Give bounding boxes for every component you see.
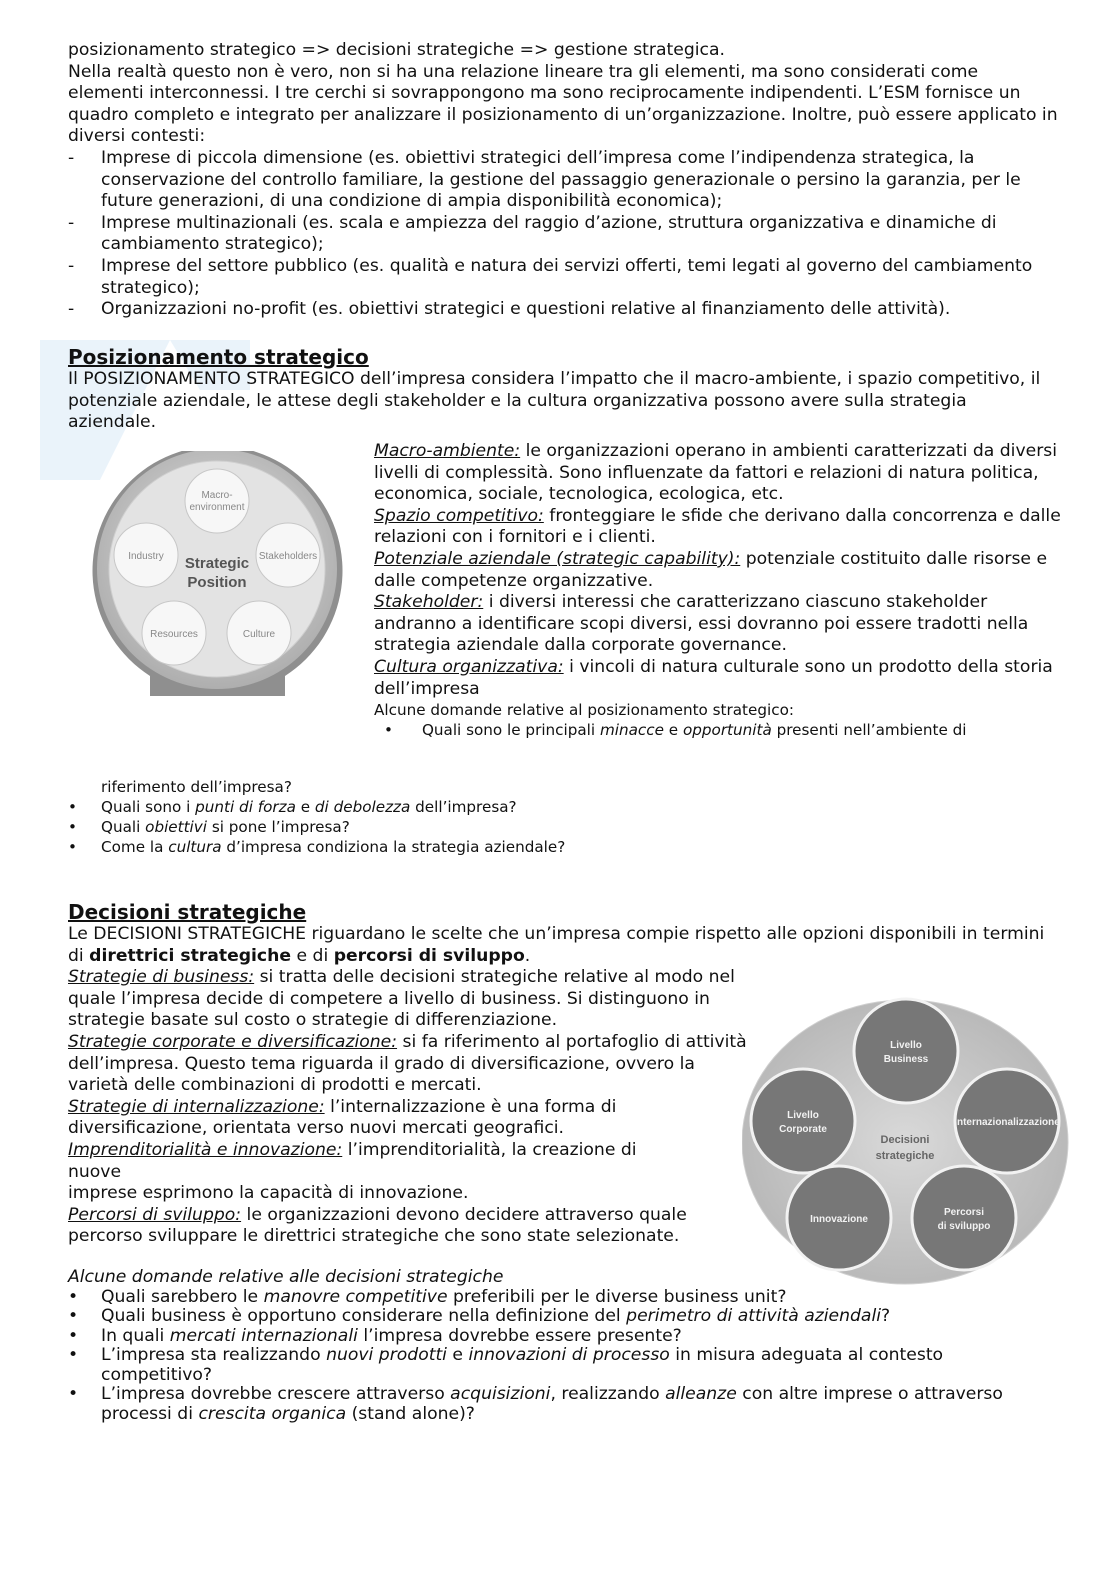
questions-title: Alcune domande relative al posizionamento strategico: [374, 701, 794, 720]
definition: Potenziale aziendale (strategic capability): potenziale costituito dalle risorse e dalle competenze organizzative. [374, 548, 1048, 591]
question-2: • Quali business è opportuno considerare nella definizione del perimetro di attività aziendali? [68, 1307, 1058, 1327]
definition: Imprenditorialità e innovazione: l’imprenditorialità, la creazione di nuove [68, 1139, 637, 1182]
node-percorsi [912, 1166, 1016, 1270]
node-label: Industry [128, 551, 164, 562]
node-livello-corporate [751, 1069, 855, 1173]
question-4: • Come la cultura d’impresa condiziona la strategia aziendale? [68, 837, 1058, 857]
node-label: Percorsi [943, 1207, 985, 1218]
section-title: Posizionamento strategico [68, 345, 369, 369]
intro-paragraph: Nella realtà questo non è vero, non si ha una relazione lineare tra gli elementi, ma sono considerati come elementi interconnessi. I tre cerchi si sovrappongono ma sono reciprocamente indipendenti. L’ESM fornisce un quadro completo e integrato per analizzare il posizionamento di un’organizzazione. Inoltre, può essere applicato in diversi contesti: [68, 61, 1058, 147]
section-intro: Le DECISIONI STRATEGICHE riguardano le scelte che un’impresa compie rispetto alle opzioni disponibili in termini di direttrici strategiche e di percorsi di sviluppo. [68, 924, 1045, 966]
node-label: di sviluppo [937, 1221, 991, 1232]
section-decisioni [68, 900, 1058, 1425]
definition: Stakeholder: i diversi interessi che caratterizzano ciascuno stakeholder andranno a identificare scopi diversi, essi dovranno poi essere tradotti nella strategia aziendale dalla corporate governance. [374, 592, 1029, 656]
strategic-decisions-diagram [742, 996, 1072, 1286]
question-1: • Quali sono le principali minacce e opportunità presenti nell’ambiente di [384, 721, 967, 740]
decision-questions [68, 1268, 1058, 1425]
document-page [68, 40, 1061, 1425]
center-label: Decisioni [880, 1134, 930, 1146]
node-label: Corporate [779, 1124, 827, 1135]
question-5: • L’impresa dovrebbe crescere attraverso acquisizioni, realizzando alleanze con altre imprese o attraverso processi di crescita organica (stand alone)? [68, 1385, 1058, 1424]
node-label: Resources [150, 629, 198, 640]
section-posizionamento [68, 345, 1061, 856]
intro-line: posizionamento strategico => decisioni strategiche => gestione strategica. [68, 40, 725, 60]
definition: Strategie di business: si tratta delle decisioni strategiche relative al modo nel quale l’impresa decide di competere a livello di business. Si distinguono in strategie basate sul costo o strategie di differenziazione. [68, 967, 735, 1031]
question-1: • Quali sarebbero le manovre competitive preferibili per le diverse business unit? [68, 1288, 1058, 1308]
node-label: Innovazione [810, 1214, 868, 1225]
definition: Percorsi di sviluppo: le organizzazioni devono decidere attraverso quale percorso sviluppare le direttrici strategiche che sono state selezionate. [68, 1204, 687, 1247]
node-macro [185, 469, 249, 533]
node-label: environment [189, 502, 245, 513]
center-label: Strategic [184, 555, 250, 572]
definitions-block [374, 441, 1064, 740]
section-title: Decisioni strategiche [68, 900, 307, 924]
node-label: Culture [242, 629, 276, 640]
section-intro: Il POSIZIONAMENTO STRATEGICO dell’impresa considera l’impatto che il macro-ambiente, i spazio competitivo, il potenziale aziendale, le attese degli stakeholder e la cultura organizzativa possono avere sulla strategia aziendale. [68, 369, 1041, 433]
node-label: Stakeholders [258, 551, 318, 562]
definitions-block [68, 967, 748, 1248]
definition: Strategie di internalizzazione: l’internalizzazione è una forma di diversificazione, orientata verso nuovi mercati geografici. [68, 1096, 617, 1139]
node-label: Business [883, 1054, 929, 1065]
node-livello-business [854, 999, 958, 1103]
strategic-position-diagram [90, 451, 345, 696]
list-item: - Imprese di piccola dimensione (es. obiettivi strategici dell’impresa come l’indipendenza strategica, la conservazione del controllo familiare, la gestione del passaggio generazionale o persino la garanzia, per le future generazioni, di una condizione di ampia disponibilità economica); [68, 148, 1058, 213]
question-1-cont: riferimento dell’impresa? [101, 778, 292, 796]
question-3: • Quali obiettivi si pone l’impresa? [68, 817, 1058, 837]
list-item: - Imprese del settore pubblico (es. qualità e natura dei servizi offerti, temi legati al governo del cambiamento strategico); [68, 256, 1058, 299]
node-label: Macro- [201, 490, 233, 501]
node-label: Livello [890, 1040, 922, 1051]
definition: Spazio competitivo: fronteggiare le sfide che derivano dalla concorrenza e dalle relazioni con i fornitori e i clienti. [374, 505, 1061, 548]
center-label: Position [187, 574, 247, 591]
questions-list [68, 777, 1058, 857]
question-3: • In quali mercati internazionali l’impresa dovrebbe essere presente? [68, 1327, 1058, 1347]
definition: Macro-ambiente: le organizzazioni operano in ambienti caratterizzati da diversi livelli di complessità. Sono influenzate da fattori e relazioni di natura politica, economica, sociale, tecnologica, ecologica, etc. [374, 441, 1057, 505]
center-label: strategiche [875, 1150, 935, 1162]
definition: Strategie corporate e diversificazione: si fa riferimento al portafoglio di attività dell’impresa. Questo tema riguarda il grado di diversificazione, ovvero la varietà delle combinazioni di prodotti e mercati. [68, 1031, 747, 1096]
list-item: - Organizzazioni no-profit (es. obiettivi strategici e questioni relative al finanziamento delle attività). [68, 299, 1058, 321]
context-list [68, 148, 1058, 321]
question-4: • L’impresa sta realizzando nuovi prodotti e innovazioni di processo in misura adeguata al contesto competitivo? [68, 1346, 1058, 1385]
node-label: Livello [787, 1110, 819, 1121]
list-item: - Imprese multinazionali (es. scala e ampiezza del raggio d’azione, struttura organizzativa e dinamiche di cambiamento strategico); [68, 213, 1058, 256]
question-2: • Quali sono i punti di forza e di debolezza dell’impresa? [68, 797, 1058, 817]
definition: imprese esprimono la capacità di innovazione. [68, 1183, 469, 1204]
definition: Cultura organizzativa: i vincoli di natura culturale sono un prodotto della storia dell’impresa [374, 656, 1053, 699]
node-label: Internazionalizzazione [954, 1117, 1060, 1128]
questions-title: Alcune domande relative alle decisioni strategiche [68, 1266, 504, 1287]
